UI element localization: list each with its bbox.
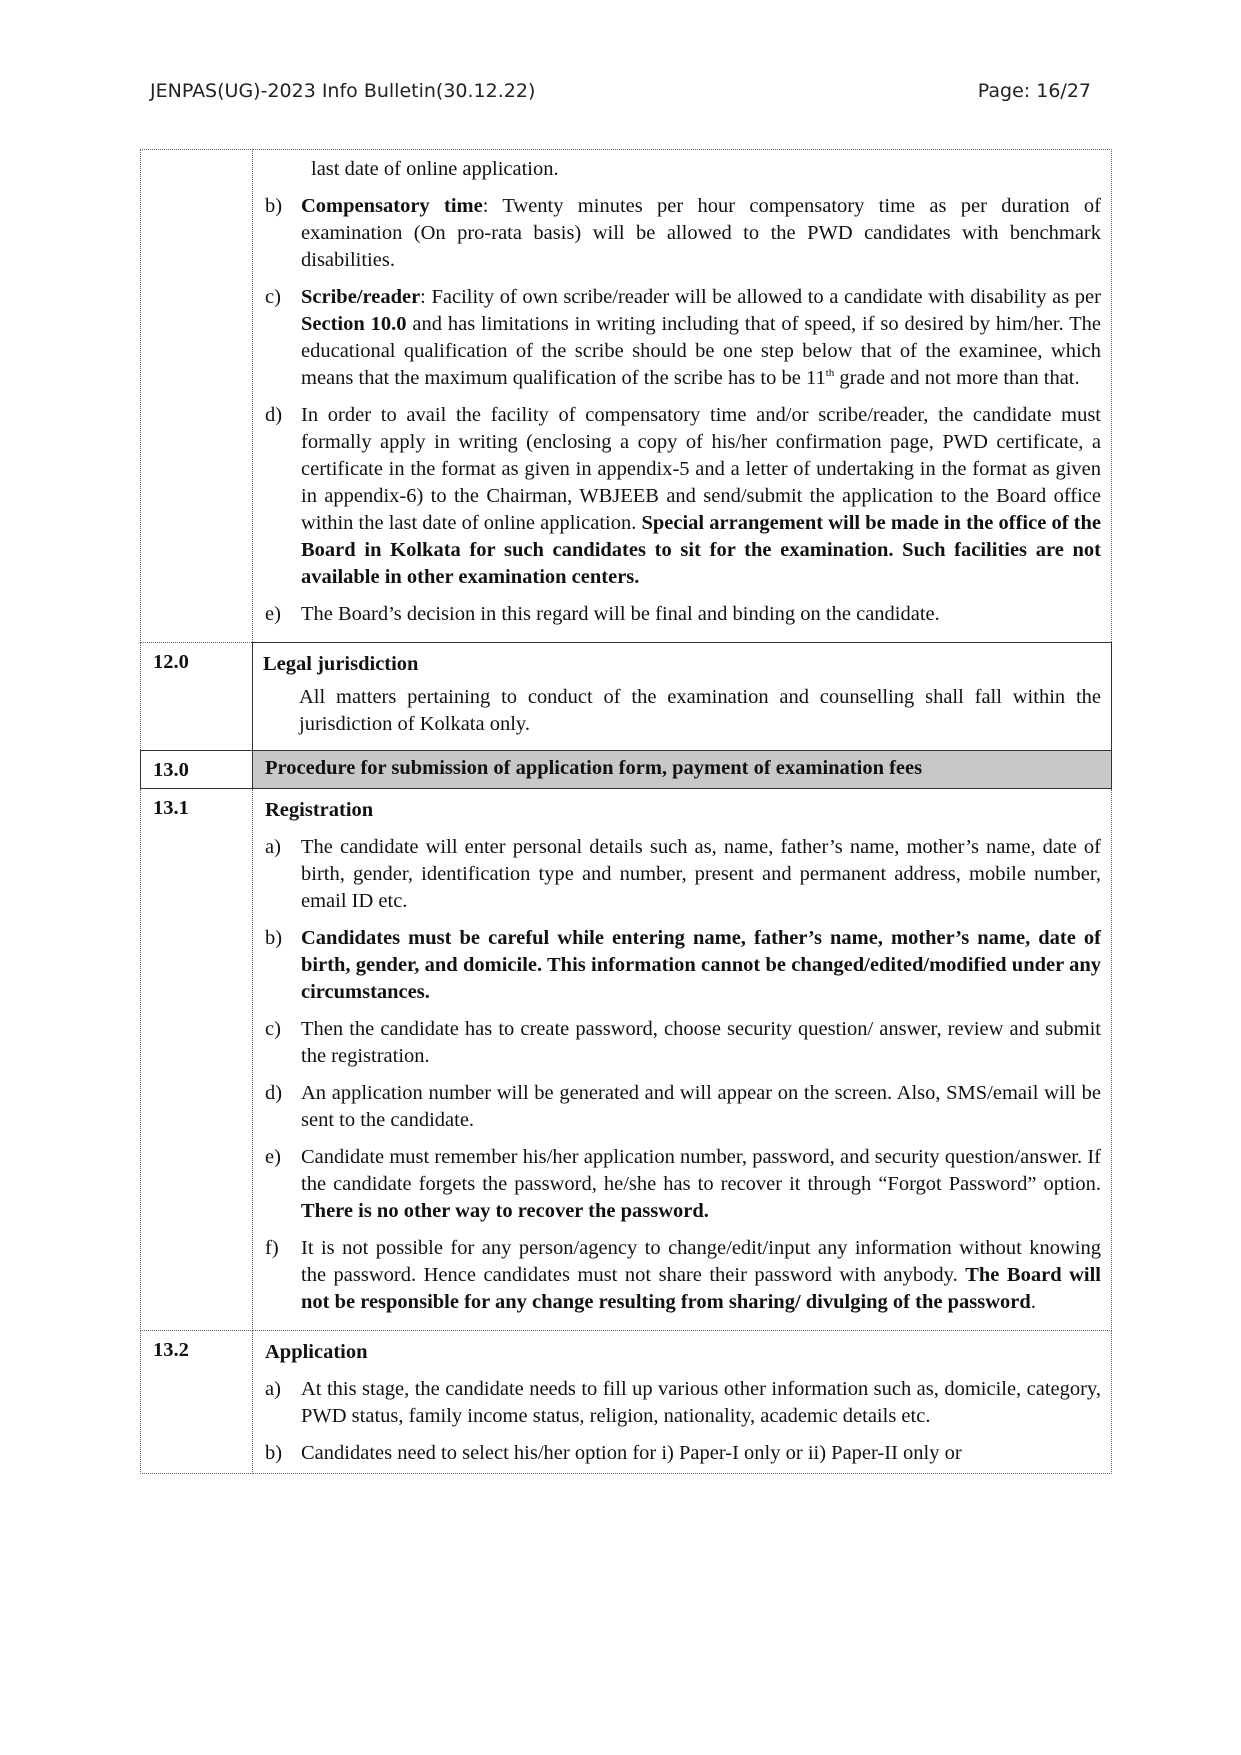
section-title: Procedure for submission of application form, payment of examination fees bbox=[265, 757, 923, 779]
list-item bbox=[263, 1144, 1101, 1225]
section-13-2-content bbox=[253, 1331, 1112, 1474]
item-label: f) bbox=[265, 1237, 279, 1259]
section-title: Registration bbox=[265, 799, 374, 821]
list-item bbox=[263, 834, 1101, 915]
list-item bbox=[263, 925, 1101, 1006]
item-text: The Board’s decision in this regard will be final and binding on the candidate. bbox=[301, 603, 940, 625]
item-text: Candidate must remember his/her application number, password, and security question/answer. If the candidate forgets the password, he/she has to recover it through “Forgot Password” option. There is no other way to recover the password. bbox=[301, 1146, 1101, 1222]
item-text: An application number will be generated and will appear on the screen. Also, SMS/email will be sent to the candidate. bbox=[301, 1082, 1101, 1131]
item-label: d) bbox=[265, 1082, 283, 1104]
list-item bbox=[263, 284, 1101, 392]
item-text: In order to avail the facility of compensatory time and/or scribe/reader, the candidate must formally apply in writing (enclosing a copy of his/her confirmation page, PWD certificate, a certificate in the format as given in appendix-5 and a letter of undertaking in the format as given in appendix-6) to the Chairman, WBJEEB and send/submit the application to the Board office within the last date of online application. Special arrangement will be made in the office of the Board in Kolkata for such candidates to sit for the examination. Such facilities are not available in other examination centers. bbox=[301, 404, 1101, 588]
item-label: b) bbox=[265, 927, 283, 949]
item-label: d) bbox=[265, 404, 283, 426]
section-11-continued-row bbox=[141, 150, 1112, 643]
continued-text: last date of online application. bbox=[311, 158, 559, 180]
section-number: 13.1 bbox=[141, 789, 253, 1331]
item-text: Compensatory time: Twenty minutes per hour compensatory time as per duration of examination (On pro-rata basis) will be allowed to the PWD candidates with benchmark disabilities. bbox=[301, 195, 1101, 271]
item-label: e) bbox=[265, 603, 281, 625]
section-number: 13.2 bbox=[141, 1331, 253, 1474]
section-11-content bbox=[253, 150, 1112, 643]
section-paragraph: All matters pertaining to conduct of the examination and counselling shall fall within the jurisdiction of Kolkata only. bbox=[299, 686, 1101, 735]
item-label: a) bbox=[265, 836, 281, 858]
item-text: At this stage, the candidate needs to fill up various other information such as, domicile, category, PWD status, family income status, religion, nationality, academic details etc. bbox=[301, 1378, 1101, 1427]
section-13-1-content bbox=[253, 789, 1112, 1331]
section-12-content bbox=[253, 643, 1112, 751]
list-item bbox=[263, 193, 1101, 274]
item-text: The candidate will enter personal details such as, name, father’s name, mother’s name, date of birth, gender, identification type and number, present and permanent address, mobile number, email ID etc. bbox=[301, 836, 1101, 912]
list-item bbox=[263, 1376, 1101, 1430]
section-13-2-row bbox=[141, 1331, 1112, 1474]
section-13-title-cell bbox=[253, 751, 1112, 789]
section-number: 13.0 bbox=[141, 751, 253, 789]
section-13-1-row bbox=[141, 789, 1112, 1331]
section-title: Legal jurisdiction bbox=[263, 653, 419, 675]
section-number: 12.0 bbox=[141, 643, 253, 751]
item-text: Scribe/reader: Facility of own scribe/reader will be allowed to a candidate with disability as per Section 10.0 and has limitations in writing including that of speed, if so desired by him/her. The educational qualification of the scribe should be one step below that of the examinee, which means that the maximum qualification of the scribe has to be 11th grade and not more than that. bbox=[301, 286, 1101, 389]
item-label: b) bbox=[265, 195, 283, 217]
list-item bbox=[263, 1235, 1101, 1316]
section-title: Application bbox=[265, 1341, 368, 1363]
header-title: JENPAS(UG)-2023 Info Bulletin(30.12.22) bbox=[150, 80, 536, 102]
item-label: b) bbox=[265, 1442, 283, 1464]
list-item bbox=[263, 1080, 1101, 1134]
item-text: It is not possible for any person/agency to change/edit/input any information without knowing the password. Hence candidates must not share their password with anybody. The Board will not be responsible for any change resulting from sharing/ divulging of the password. bbox=[301, 1237, 1101, 1313]
item-text: Then the candidate has to create password, choose security question/ answer, review and submit the registration. bbox=[301, 1018, 1101, 1067]
section-12-row bbox=[141, 643, 1112, 751]
item-label: c) bbox=[265, 286, 281, 308]
item-label: c) bbox=[265, 1018, 281, 1040]
item-text: Candidates must be careful while entering name, father’s name, mother’s name, date of birth, gender, and domicile. This information cannot be changed/edited/modified under any circumstances. bbox=[301, 927, 1101, 1003]
item-label: e) bbox=[265, 1146, 281, 1168]
bulletin-table bbox=[140, 149, 1112, 1474]
item-label: a) bbox=[265, 1378, 281, 1400]
item-text: Candidates need to select his/her option for i) Paper-I only or ii) Paper-II only or bbox=[301, 1442, 962, 1464]
section-number-empty bbox=[141, 150, 253, 643]
list-item bbox=[263, 601, 1101, 628]
section-13-row bbox=[141, 751, 1112, 789]
page-number: Page: 16/27 bbox=[977, 80, 1091, 102]
list-item bbox=[263, 1016, 1101, 1070]
list-item bbox=[263, 402, 1101, 591]
list-item bbox=[263, 1440, 1101, 1467]
